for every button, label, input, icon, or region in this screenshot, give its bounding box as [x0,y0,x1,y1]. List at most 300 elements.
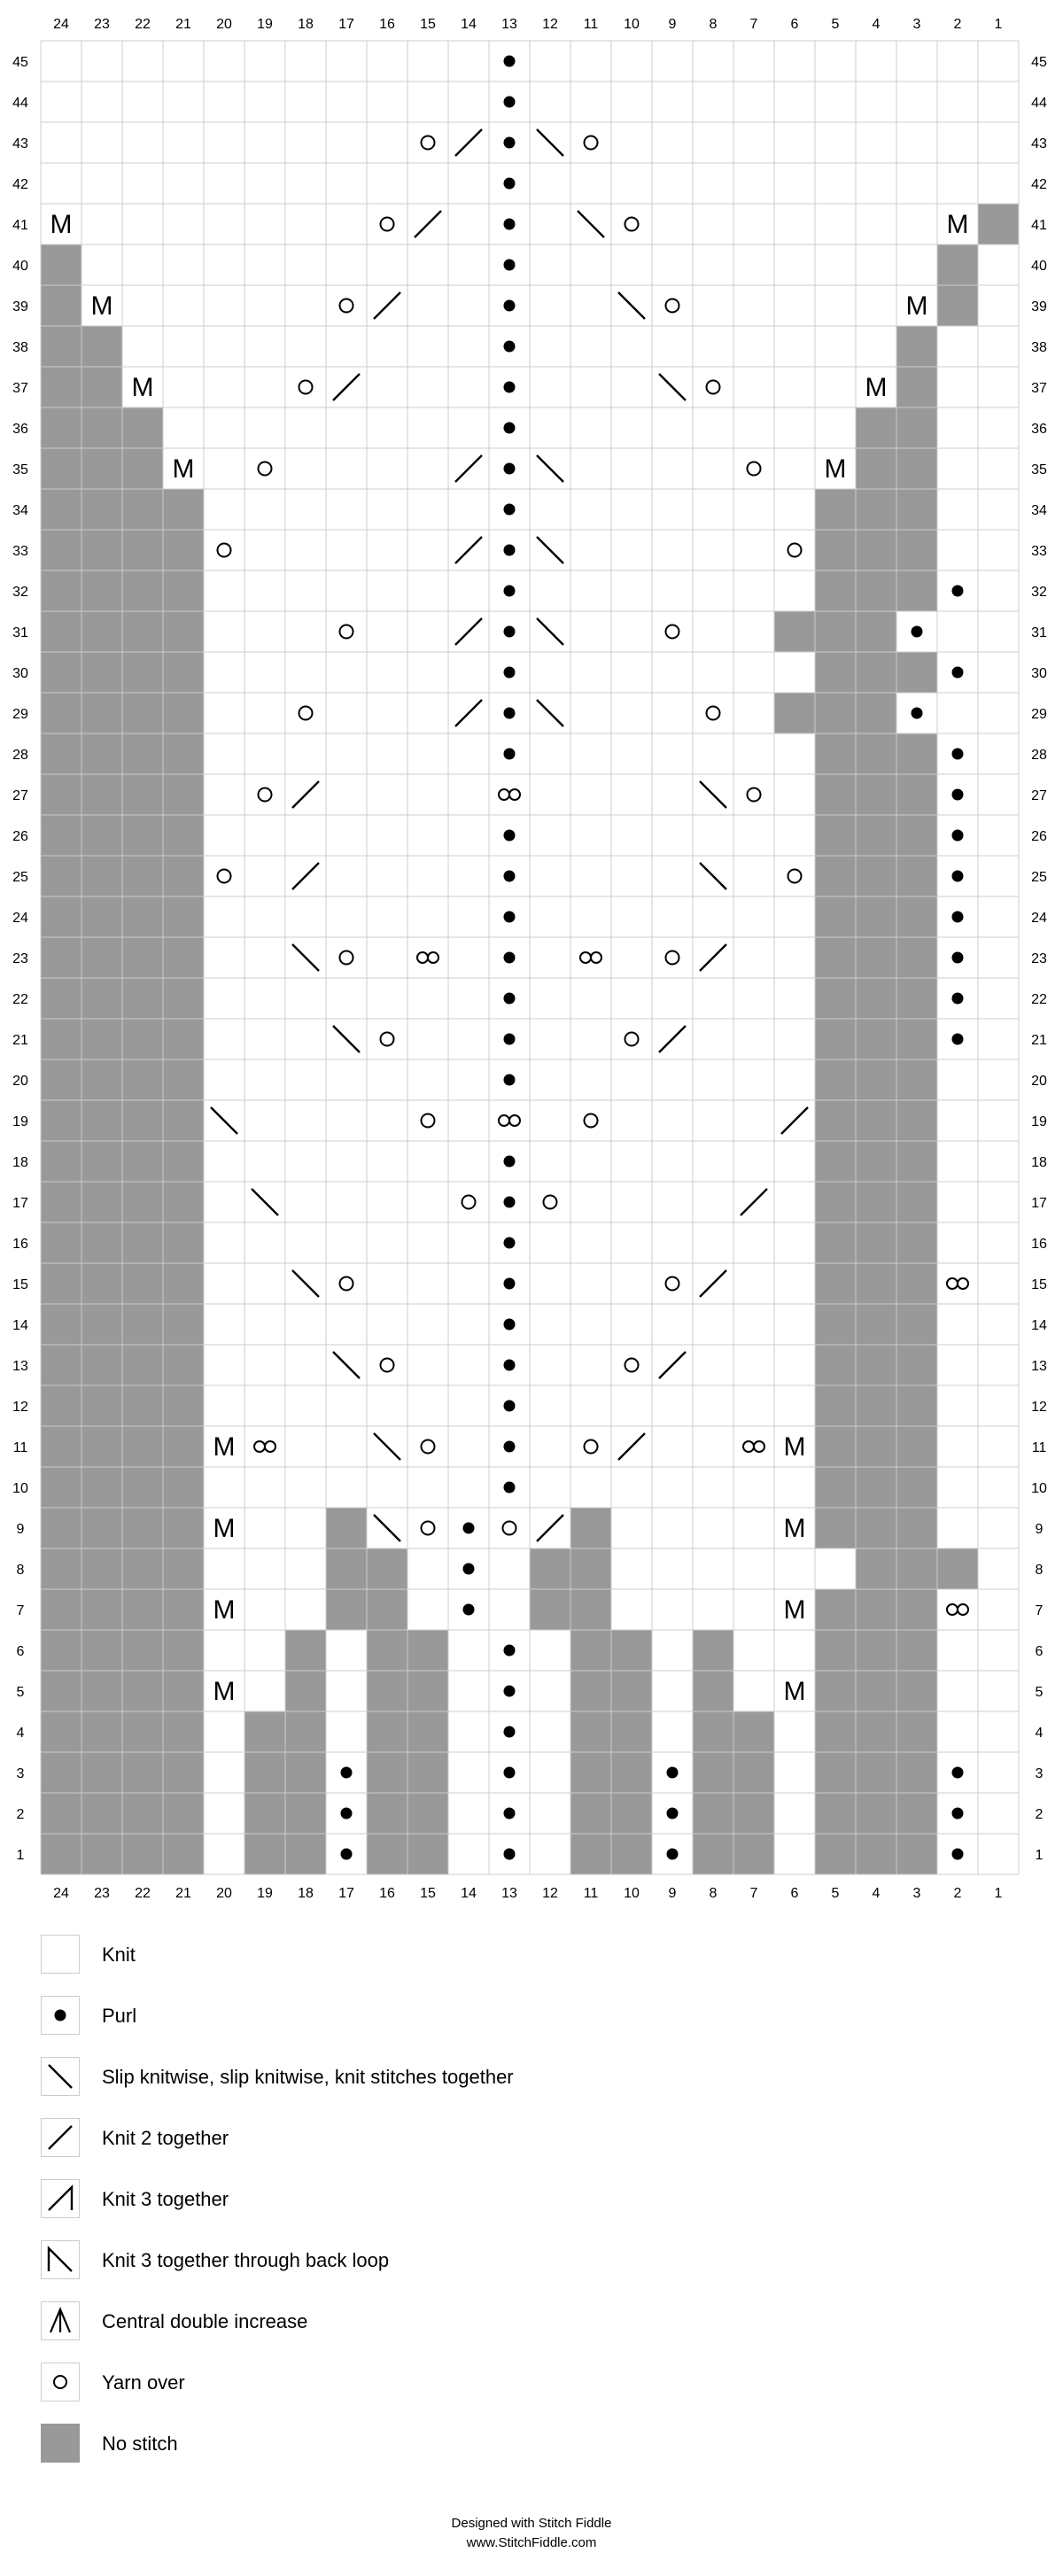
no-stitch-cell [163,1345,204,1385]
no-stitch-cell [81,1834,122,1874]
make-one-mark: M [50,210,73,239]
no-stitch-cell [122,611,163,652]
row-number-left: 13 [12,1359,28,1374]
no-stitch-cell [122,1345,163,1385]
no-stitch-cell [856,570,896,611]
row-number-left: 25 [12,870,28,885]
no-stitch-cell [41,1711,81,1752]
legend-item-no-stitch [41,2424,661,2466]
no-stitch-cell [81,1222,122,1263]
no-stitch-cell [81,896,122,937]
row-number-right: 45 [1031,55,1047,70]
row-number-left: 17 [12,1196,28,1211]
no-stitch-cell [896,978,937,1019]
make-one-mark: M [946,210,969,239]
purl-dot [912,708,923,719]
row-number-right: 36 [1031,422,1047,437]
no-stitch-cell [41,937,81,978]
no-stitch-cell [41,693,81,733]
no-stitch-cell [163,1304,204,1345]
no-stitch-cell [122,733,163,774]
no-stitch-cell [856,1834,896,1874]
column-number-bottom: 21 [175,1886,191,1901]
no-stitch-cell [407,1793,448,1834]
no-stitch-cell [367,1671,407,1711]
no-stitch-cell [815,937,856,978]
no-stitch-cell [122,1467,163,1508]
row-number-right: 43 [1031,136,1047,151]
column-number-bottom: 23 [94,1886,110,1901]
no-stitch-cell [122,978,163,1019]
no-stitch-cell [81,1589,122,1630]
no-stitch-cell [81,815,122,856]
purl-dot [504,463,516,475]
column-number-top: 17 [338,17,354,32]
row-number-right: 4 [1035,1726,1044,1741]
no-stitch-cell [122,1630,163,1671]
no-stitch-cell [81,1141,122,1182]
no-stitch-cell [163,937,204,978]
no-stitch-cell [937,244,978,285]
row-number-left: 41 [12,218,28,233]
no-stitch-cell [81,1711,122,1752]
column-number-top: 24 [53,17,69,32]
no-stitch-cell [896,1059,937,1100]
no-stitch-cell [122,1752,163,1793]
row-number-right: 9 [1035,1522,1044,1537]
column-number-top: 14 [461,17,477,32]
no-stitch-cell [81,1630,122,1671]
no-stitch-cell [611,1793,652,1834]
no-stitch-cell [81,652,122,693]
row-number-left: 40 [12,259,28,274]
purl-dot [952,993,964,1005]
no-stitch-cell [856,407,896,448]
purl-dot [341,1767,353,1779]
purl-dot-icon [41,1996,80,2035]
no-stitch-cell [693,1630,733,1671]
purl-dot [667,1849,679,1860]
no-stitch-cell [41,652,81,693]
make-one-mark: M [213,1514,236,1543]
no-stitch-cell [122,1385,163,1426]
column-number-bottom: 24 [53,1886,69,1901]
purl-dot [463,1563,475,1575]
no-stitch-cell [367,1834,407,1874]
row-number-left: 2 [16,1807,25,1822]
no-stitch-cell [122,1548,163,1589]
no-stitch-cell [856,1182,896,1222]
row-number-left: 36 [12,422,28,437]
make-one-mark: M [172,454,195,484]
no-stitch-cell [407,1671,448,1711]
row-number-right: 27 [1031,788,1047,803]
column-number-top: 11 [583,17,599,32]
no-stitch-cell [856,652,896,693]
no-stitch-cell [163,1222,204,1263]
row-number-right: 40 [1031,259,1047,274]
no-stitch-cell [896,856,937,896]
row-number-right: 29 [1031,707,1047,722]
row-number-left: 1 [16,1848,25,1863]
no-stitch-cell [81,326,122,367]
no-stitch-cell [41,815,81,856]
no-stitch-cell [81,1304,122,1345]
legend-item-cdi [41,2301,661,2344]
no-stitch-cell [815,1345,856,1385]
no-stitch-cell [856,1630,896,1671]
no-stitch-cell [856,856,896,896]
row-number-right: 14 [1031,1318,1047,1333]
make-one-mark: M [783,1432,806,1462]
row-number-left: 44 [12,96,28,111]
purl-dot [504,1197,516,1208]
row-number-left: 32 [12,585,28,600]
row-number-left: 43 [12,136,28,151]
no-stitch-cell [81,570,122,611]
no-stitch-cell [570,1711,611,1752]
row-number-left: 29 [12,707,28,722]
no-stitch-cell [693,1711,733,1752]
no-stitch-cell [122,1671,163,1711]
purl-dot [504,1726,516,1738]
row-number-right: 41 [1031,218,1047,233]
no-stitch-cell [856,1345,896,1385]
no-stitch-cell [733,1793,774,1834]
no-stitch-cell [81,489,122,530]
no-stitch-cell [122,570,163,611]
no-stitch-cell [856,733,896,774]
no-stitch-cell [530,1548,570,1589]
no-stitch-cell [815,1304,856,1345]
no-stitch-cell [41,1100,81,1141]
purl-dot [504,545,516,556]
no-stitch-cell [896,1304,937,1345]
no-stitch-cell [815,1630,856,1671]
purl-dot [504,912,516,923]
no-stitch-cell [285,1834,326,1874]
no-stitch-cell [163,1467,204,1508]
no-stitch-cell [815,693,856,733]
column-number-top: 7 [749,17,758,32]
legend-label: Knit 3 together through back loop [102,2249,390,2271]
make-one-mark: M [213,1595,236,1625]
no-stitch-cell [122,1589,163,1630]
row-number-right: 10 [1031,1481,1047,1496]
row-number-right: 3 [1035,1766,1044,1781]
purl-dot [504,1686,516,1697]
make-one-mark: M [213,1432,236,1462]
make-one-mark: M [783,1677,806,1706]
no-stitch-cell [41,1752,81,1793]
no-stitch-cell [122,530,163,570]
no-stitch-cell [570,1630,611,1671]
no-stitch-cell [856,1671,896,1711]
column-number-bottom: 8 [709,1886,718,1901]
no-stitch-cell [122,1793,163,1834]
purl-dot [504,749,516,760]
central-double-increase-icon [41,2301,80,2340]
no-stitch-cell [163,611,204,652]
legend-label: Purl [102,2005,137,2027]
row-number-left: 5 [16,1685,25,1700]
make-one-mark: M [783,1514,806,1543]
column-number-bottom: 9 [668,1886,677,1901]
purl-dot [504,1645,516,1657]
no-stitch-cell [937,1548,978,1589]
column-number-bottom: 14 [461,1886,477,1901]
no-stitch-cell [815,1141,856,1182]
column-number-bottom: 7 [749,1886,758,1901]
no-stitch-cell [815,1100,856,1141]
purl-dot [952,586,964,597]
column-number-top: 9 [668,17,677,32]
row-number-right: 38 [1031,340,1047,355]
no-stitch-cell [570,1548,611,1589]
row-number-right: 19 [1031,1114,1047,1129]
no-stitch-cell [326,1508,367,1548]
purl-dot [504,708,516,719]
no-stitch-cell [856,1711,896,1752]
purl-dot [504,1156,516,1168]
no-stitch-cell [41,1345,81,1385]
no-stitch-cell [407,1834,448,1874]
purl-dot [952,912,964,923]
purl-dot [341,1808,353,1819]
no-stitch-cell [81,367,122,407]
no-stitch-cell [896,367,937,407]
row-number-right: 11 [1031,1440,1047,1455]
no-stitch-cell [896,1263,937,1304]
no-stitch-cell [856,1467,896,1508]
row-number-left: 19 [12,1114,28,1129]
legend-item-k2tog [41,2118,661,2161]
no-stitch-cell [244,1711,285,1752]
no-stitch-cell [163,652,204,693]
no-stitch-cell [774,611,815,652]
no-stitch-cell [122,1263,163,1304]
no-stitch-cell [733,1752,774,1793]
row-number-left: 31 [12,625,28,640]
no-stitch-cell [896,1508,937,1548]
no-stitch-cell [856,1752,896,1793]
row-number-left: 15 [12,1277,28,1292]
no-stitch-cell [570,1834,611,1874]
purl-dot [504,341,516,353]
no-stitch-cell [163,489,204,530]
no-stitch-cell [41,1589,81,1630]
no-stitch-cell [81,1752,122,1793]
column-number-bottom: 11 [583,1886,599,1901]
legend-item-k3tog [41,2179,661,2222]
no-stitch-cell [41,570,81,611]
no-stitch-cell [856,1059,896,1100]
column-number-top: 6 [790,17,799,32]
column-number-bottom: 13 [501,1886,517,1901]
purl-dot [504,300,516,312]
no-stitch-cell [163,1059,204,1100]
column-number-bottom: 1 [994,1886,1003,1901]
no-stitch-cell [122,1100,163,1141]
no-stitch-swatch-icon [41,2424,80,2463]
no-stitch-cell [815,611,856,652]
no-stitch-cell [122,1426,163,1467]
no-stitch-cell [733,1711,774,1752]
no-stitch-cell [81,937,122,978]
row-number-right: 23 [1031,951,1047,966]
no-stitch-cell [815,1589,856,1630]
no-stitch-cell [896,1222,937,1263]
no-stitch-cell [815,1182,856,1222]
purl-dot [912,626,923,638]
column-number-top: 20 [216,17,232,32]
purl-dot [504,871,516,882]
no-stitch-cell [163,1793,204,1834]
purl-dot [952,830,964,842]
no-stitch-cell [896,1345,937,1385]
no-stitch-cell [896,1589,937,1630]
no-stitch-cell [122,1834,163,1874]
no-stitch-cell [611,1752,652,1793]
no-stitch-cell [41,611,81,652]
legend-item-k3tog-tbl [41,2240,661,2283]
no-stitch-cell [81,693,122,733]
credit-line-2: www.StitchFiddle.com [466,2535,597,2550]
no-stitch-cell [163,896,204,937]
no-stitch-cell [978,204,1019,244]
no-stitch-cell [570,1671,611,1711]
no-stitch-cell [81,1263,122,1304]
no-stitch-cell [41,1426,81,1467]
no-stitch-cell [856,1548,896,1589]
no-stitch-cell [896,1671,937,1711]
row-number-right: 39 [1031,299,1047,314]
no-stitch-cell [856,896,896,937]
purl-dot [952,871,964,882]
no-stitch-cell [856,1385,896,1426]
row-number-left: 24 [12,911,28,926]
no-stitch-cell [163,1752,204,1793]
no-stitch-cell [693,1793,733,1834]
no-stitch-cell [81,611,122,652]
row-number-left: 16 [12,1237,28,1252]
no-stitch-cell [815,1467,856,1508]
no-stitch-cell [326,1548,367,1589]
no-stitch-cell [41,1834,81,1874]
purl-dot [504,219,516,230]
no-stitch-cell [611,1630,652,1671]
no-stitch-cell [163,693,204,733]
row-number-right: 25 [1031,870,1047,885]
row-number-right: 21 [1031,1033,1047,1048]
purl-dot [504,1319,516,1331]
column-number-top: 19 [257,17,273,32]
no-stitch-cell [81,1385,122,1426]
no-stitch-cell [856,978,896,1019]
no-stitch-cell [856,774,896,815]
column-number-bottom: 10 [624,1886,640,1901]
no-stitch-cell [41,733,81,774]
column-number-top: 4 [872,17,881,32]
column-number-bottom: 3 [912,1886,921,1901]
no-stitch-cell [937,285,978,326]
no-stitch-cell [41,1141,81,1182]
row-number-right: 35 [1031,462,1047,477]
row-number-right: 5 [1035,1685,1044,1700]
purl-dot [667,1808,679,1819]
legend-item-yo [41,2363,661,2405]
row-number-left: 18 [12,1155,28,1170]
no-stitch-cell [815,1059,856,1100]
no-stitch-cell [407,1752,448,1793]
no-stitch-cell [896,733,937,774]
k2tog-slash-icon [41,2118,80,2157]
no-stitch-cell [244,1793,285,1834]
column-number-top: 23 [94,17,110,32]
no-stitch-cell [815,1222,856,1263]
row-number-right: 22 [1031,992,1047,1007]
row-number-left: 42 [12,177,28,192]
purl-dot [504,56,516,67]
row-number-right: 2 [1035,1807,1044,1822]
purl-dot [504,667,516,679]
no-stitch-cell [815,774,856,815]
no-stitch-cell [163,1141,204,1182]
no-stitch-cell [41,1793,81,1834]
purl-dot [504,178,516,190]
no-stitch-cell [896,774,937,815]
no-stitch-cell [163,1711,204,1752]
no-stitch-cell [41,1222,81,1263]
no-stitch-cell [41,367,81,407]
no-stitch-cell [326,1589,367,1630]
legend-label: Slip knitwise, slip knitwise, knit stitches together [102,2066,514,2088]
no-stitch-cell [81,1793,122,1834]
no-stitch-cell [896,1182,937,1222]
purl-dot [952,952,964,964]
make-one-mark: M [213,1677,236,1706]
no-stitch-cell [163,1671,204,1711]
row-number-right: 30 [1031,666,1047,681]
no-stitch-cell [815,896,856,937]
purl-dot [952,749,964,760]
column-number-bottom: 4 [872,1886,881,1901]
no-stitch-cell [41,1059,81,1100]
column-number-bottom: 16 [379,1886,395,1901]
purl-dot [952,1849,964,1860]
no-stitch-cell [81,856,122,896]
column-number-top: 18 [298,17,314,32]
row-number-right: 13 [1031,1359,1047,1374]
no-stitch-cell [896,1548,937,1589]
make-one-mark: M [865,373,888,402]
no-stitch-cell [41,1671,81,1711]
no-stitch-cell [81,1467,122,1508]
make-one-mark: M [783,1595,806,1625]
row-number-right: 28 [1031,748,1047,763]
no-stitch-cell [81,1345,122,1385]
no-stitch-cell [41,1263,81,1304]
column-number-bottom: 19 [257,1886,273,1901]
no-stitch-cell [122,652,163,693]
row-number-left: 7 [16,1603,25,1618]
no-stitch-cell [611,1711,652,1752]
make-one-mark: M [824,454,847,484]
column-number-top: 21 [175,17,191,32]
no-stitch-cell [896,896,937,937]
column-number-top: 22 [135,17,151,32]
k3tog-icon [41,2179,80,2218]
